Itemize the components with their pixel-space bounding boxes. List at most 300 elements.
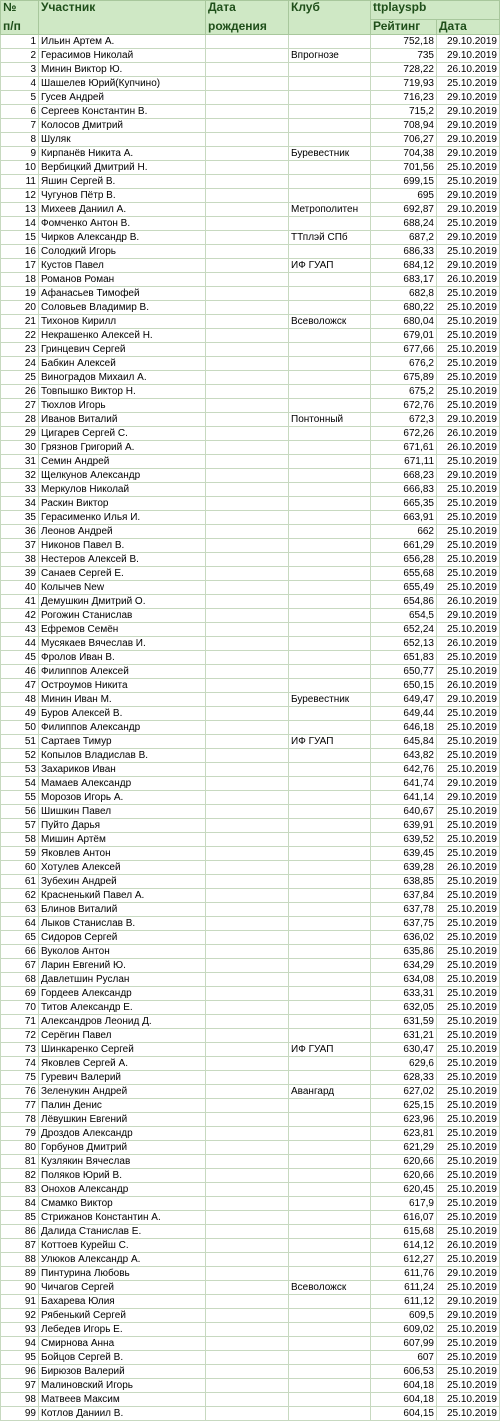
table-row — [1, 819, 500, 833]
table-row — [1, 525, 500, 539]
cell-rating: 639,52 — [371, 833, 437, 847]
table-row — [1, 609, 500, 623]
cell-date: 25.10.2019 — [437, 1169, 500, 1183]
table-row — [1, 1225, 500, 1239]
cell-rating: 645,84 — [371, 735, 437, 749]
cell-birth — [206, 1015, 289, 1029]
cell-club — [289, 469, 371, 483]
cell-rating: 665,35 — [371, 497, 437, 511]
table-row — [1, 1155, 500, 1169]
cell-birth — [206, 791, 289, 805]
table-row — [1, 399, 500, 413]
cell-rating: 604,15 — [371, 1407, 437, 1421]
cell-name: Зубехин Андрей — [39, 875, 206, 889]
cell-date: 29.10.2019 — [437, 791, 500, 805]
cell-name: Мусякаев Вячеслав И. — [39, 637, 206, 651]
cell-date: 29.10.2019 — [437, 469, 500, 483]
cell-num: 24 — [1, 357, 39, 371]
cell-date: 25.10.2019 — [437, 581, 500, 595]
header-date: Дата — [437, 20, 500, 35]
cell-rating: 651,83 — [371, 651, 437, 665]
cell-birth — [206, 567, 289, 581]
cell-date: 25.10.2019 — [437, 343, 500, 357]
cell-birth — [206, 595, 289, 609]
cell-birth — [206, 693, 289, 707]
cell-club — [289, 329, 371, 343]
table-row — [1, 791, 500, 805]
cell-num: 86 — [1, 1225, 39, 1239]
cell-birth — [206, 1253, 289, 1267]
table-row — [1, 833, 500, 847]
cell-num: 68 — [1, 973, 39, 987]
cell-name: Кузлякин Вячеслав — [39, 1155, 206, 1169]
cell-rating: 611,12 — [371, 1295, 437, 1309]
cell-birth — [206, 133, 289, 147]
table-row — [1, 1029, 500, 1043]
cell-name: Семин Андрей — [39, 455, 206, 469]
cell-club — [289, 217, 371, 231]
cell-club — [289, 497, 371, 511]
table-row — [1, 483, 500, 497]
cell-name: Никонов Павел В. — [39, 539, 206, 553]
cell-name: Сартаев Тимур — [39, 735, 206, 749]
cell-num: 93 — [1, 1323, 39, 1337]
cell-num: 28 — [1, 413, 39, 427]
cell-club — [289, 1197, 371, 1211]
cell-date: 25.10.2019 — [437, 875, 500, 889]
table-row — [1, 889, 500, 903]
cell-date: 25.10.2019 — [437, 1043, 500, 1057]
table-row — [1, 1365, 500, 1379]
cell-club — [289, 1365, 371, 1379]
cell-rating: 621,29 — [371, 1141, 437, 1155]
cell-birth — [206, 189, 289, 203]
cell-num: 64 — [1, 917, 39, 931]
cell-num: 4 — [1, 77, 39, 91]
cell-rating: 663,91 — [371, 511, 437, 525]
table-row — [1, 427, 500, 441]
cell-date: 29.10.2019 — [437, 413, 500, 427]
cell-num: 20 — [1, 301, 39, 315]
cell-birth — [206, 77, 289, 91]
cell-birth — [206, 259, 289, 273]
cell-birth — [206, 161, 289, 175]
cell-name: Сергеев Константин В. — [39, 105, 206, 119]
table-row — [1, 595, 500, 609]
cell-birth — [206, 1239, 289, 1253]
cell-name: Пуйто Дарья — [39, 819, 206, 833]
cell-num: 46 — [1, 665, 39, 679]
cell-name: Раскин Виктор — [39, 497, 206, 511]
cell-rating: 629,6 — [371, 1057, 437, 1071]
table-row — [1, 455, 500, 469]
cell-name: Минин Виктор Ю. — [39, 63, 206, 77]
cell-birth — [206, 1295, 289, 1309]
cell-date: 25.10.2019 — [437, 1057, 500, 1071]
cell-rating: 735 — [371, 49, 437, 63]
cell-date: 25.10.2019 — [437, 1155, 500, 1169]
table-row — [1, 133, 500, 147]
cell-club — [289, 931, 371, 945]
cell-num: 73 — [1, 1043, 39, 1057]
table-row — [1, 637, 500, 651]
table-row — [1, 161, 500, 175]
cell-name: Рябенький Сергей — [39, 1309, 206, 1323]
cell-rating: 640,67 — [371, 805, 437, 819]
cell-num: 89 — [1, 1267, 39, 1281]
table-row — [1, 1001, 500, 1015]
cell-club: ИФ ГУАП — [289, 259, 371, 273]
cell-name: Меркулов Николай — [39, 483, 206, 497]
cell-rating: 614,12 — [371, 1239, 437, 1253]
table-row — [1, 1015, 500, 1029]
cell-birth — [206, 273, 289, 287]
cell-name: Афанасьев Тимофей — [39, 287, 206, 301]
cell-num: 41 — [1, 595, 39, 609]
cell-club — [289, 595, 371, 609]
cell-birth — [206, 35, 289, 49]
cell-date: 25.10.2019 — [437, 1393, 500, 1407]
cell-birth — [206, 721, 289, 735]
cell-name: Палин Денис — [39, 1099, 206, 1113]
cell-name: Красненький Павел А. — [39, 889, 206, 903]
cell-club — [289, 77, 371, 91]
table-row — [1, 259, 500, 273]
cell-date: 29.10.2019 — [437, 133, 500, 147]
cell-num: 29 — [1, 427, 39, 441]
cell-club — [289, 567, 371, 581]
table-row — [1, 1085, 500, 1099]
cell-name: Зеленукин Андрей — [39, 1085, 206, 1099]
cell-date: 25.10.2019 — [437, 1351, 500, 1365]
cell-num: 87 — [1, 1239, 39, 1253]
cell-date: 25.10.2019 — [437, 1379, 500, 1393]
cell-name: Фролов Иван В. — [39, 651, 206, 665]
cell-date: 29.10.2019 — [437, 119, 500, 133]
cell-date: 29.10.2019 — [437, 231, 500, 245]
cell-birth — [206, 315, 289, 329]
cell-club — [289, 1169, 371, 1183]
table-row — [1, 735, 500, 749]
cell-club — [289, 133, 371, 147]
cell-num: 91 — [1, 1295, 39, 1309]
cell-date: 25.10.2019 — [437, 385, 500, 399]
cell-date: 29.10.2019 — [437, 147, 500, 161]
cell-date: 25.10.2019 — [437, 1281, 500, 1295]
cell-date: 25.10.2019 — [437, 1141, 500, 1155]
cell-rating: 655,68 — [371, 567, 437, 581]
cell-name: Михеев Даниил А. — [39, 203, 206, 217]
cell-club — [289, 35, 371, 49]
cell-date: 25.10.2019 — [437, 497, 500, 511]
table-row — [1, 469, 500, 483]
cell-club — [289, 1295, 371, 1309]
cell-birth — [206, 49, 289, 63]
cell-club: ИФ ГУАП — [289, 735, 371, 749]
cell-birth — [206, 917, 289, 931]
cell-num: 70 — [1, 1001, 39, 1015]
table-row — [1, 1127, 500, 1141]
cell-club: ИФ ГУАП — [289, 1043, 371, 1057]
cell-date: 26.10.2019 — [437, 861, 500, 875]
cell-num: 76 — [1, 1085, 39, 1099]
cell-rating: 728,22 — [371, 63, 437, 77]
cell-date: 29.10.2019 — [437, 1295, 500, 1309]
cell-birth — [206, 483, 289, 497]
cell-date: 25.10.2019 — [437, 973, 500, 987]
cell-rating: 662 — [371, 525, 437, 539]
cell-num: 71 — [1, 1015, 39, 1029]
cell-rating: 654,5 — [371, 609, 437, 623]
cell-date: 25.10.2019 — [437, 749, 500, 763]
cell-name: Иванов Виталий — [39, 413, 206, 427]
cell-birth — [206, 1323, 289, 1337]
cell-date: 25.10.2019 — [437, 833, 500, 847]
cell-name: Малиновский Игорь — [39, 1379, 206, 1393]
cell-num: 44 — [1, 637, 39, 651]
cell-num: 92 — [1, 1309, 39, 1323]
cell-name: Ларин Евгений Ю. — [39, 959, 206, 973]
cell-num: 30 — [1, 441, 39, 455]
table-row — [1, 1169, 500, 1183]
cell-num: 88 — [1, 1253, 39, 1267]
cell-birth — [206, 343, 289, 357]
table-row — [1, 777, 500, 791]
cell-birth — [206, 105, 289, 119]
table-row — [1, 1141, 500, 1155]
table-row — [1, 987, 500, 1001]
cell-date: 29.10.2019 — [437, 777, 500, 791]
cell-num: 16 — [1, 245, 39, 259]
cell-date: 25.10.2019 — [437, 1113, 500, 1127]
cell-rating: 643,82 — [371, 749, 437, 763]
cell-num: 60 — [1, 861, 39, 875]
cell-name: Котлов Даниил В. — [39, 1407, 206, 1421]
cell-club — [289, 357, 371, 371]
cell-rating: 639,91 — [371, 819, 437, 833]
cell-club — [289, 1141, 371, 1155]
cell-name: Улюков Александр А. — [39, 1253, 206, 1267]
cell-birth — [206, 441, 289, 455]
table-row — [1, 1267, 500, 1281]
cell-birth — [206, 1267, 289, 1281]
cell-club — [289, 903, 371, 917]
cell-name: Вербицкий Дмитрий Н. — [39, 161, 206, 175]
cell-rating: 639,28 — [371, 861, 437, 875]
cell-num: 40 — [1, 581, 39, 595]
cell-birth — [206, 1001, 289, 1015]
cell-club — [289, 679, 371, 693]
cell-birth — [206, 1309, 289, 1323]
table-row — [1, 357, 500, 371]
cell-rating: 683,17 — [371, 273, 437, 287]
cell-birth — [206, 553, 289, 567]
cell-name: Товпышко Виктор Н. — [39, 385, 206, 399]
cell-rating: 604,18 — [371, 1379, 437, 1393]
cell-num: 66 — [1, 945, 39, 959]
cell-birth — [206, 623, 289, 637]
table-row — [1, 749, 500, 763]
table-row — [1, 665, 500, 679]
cell-club — [289, 371, 371, 385]
cell-num: 97 — [1, 1379, 39, 1393]
cell-club — [289, 805, 371, 819]
cell-rating: 641,74 — [371, 777, 437, 791]
cell-num: 65 — [1, 931, 39, 945]
cell-num: 42 — [1, 609, 39, 623]
cell-club: Авангард — [289, 1085, 371, 1099]
cell-num: 10 — [1, 161, 39, 175]
cell-birth — [206, 861, 289, 875]
cell-name: Хотулев Алексей — [39, 861, 206, 875]
cell-name: Остроумов Никита — [39, 679, 206, 693]
cell-birth — [206, 749, 289, 763]
cell-num: 61 — [1, 875, 39, 889]
cell-name: Бахарева Юлия — [39, 1295, 206, 1309]
table-row — [1, 217, 500, 231]
cell-num: 81 — [1, 1155, 39, 1169]
table-row — [1, 861, 500, 875]
cell-club — [289, 987, 371, 1001]
cell-name: Герасимов Николай — [39, 49, 206, 63]
cell-rating: 699,15 — [371, 175, 437, 189]
cell-num: 13 — [1, 203, 39, 217]
cell-birth — [206, 1029, 289, 1043]
cell-date: 25.10.2019 — [437, 819, 500, 833]
cell-club — [289, 1267, 371, 1281]
table-row — [1, 35, 500, 49]
cell-birth — [206, 287, 289, 301]
cell-name: Колосов Дмитрий — [39, 119, 206, 133]
cell-rating: 623,96 — [371, 1113, 437, 1127]
table-row — [1, 1407, 500, 1421]
table-row — [1, 147, 500, 161]
cell-rating: 668,23 — [371, 469, 437, 483]
cell-num: 63 — [1, 903, 39, 917]
cell-birth — [206, 525, 289, 539]
cell-date: 25.10.2019 — [437, 1015, 500, 1029]
cell-name: Грязнов Григорий А. — [39, 441, 206, 455]
cell-date: 25.10.2019 — [437, 763, 500, 777]
cell-club — [289, 763, 371, 777]
cell-birth — [206, 147, 289, 161]
cell-club: Буревестник — [289, 693, 371, 707]
cell-name: Рогожин Станислав — [39, 609, 206, 623]
cell-name: Смирнова Анна — [39, 1337, 206, 1351]
table-row — [1, 105, 500, 119]
table-row — [1, 77, 500, 91]
cell-birth — [206, 329, 289, 343]
cell-birth — [206, 1155, 289, 1169]
cell-club — [289, 609, 371, 623]
cell-date: 26.10.2019 — [437, 679, 500, 693]
cell-date: 25.10.2019 — [437, 1099, 500, 1113]
cell-name: Поляков Юрий В. — [39, 1169, 206, 1183]
cell-birth — [206, 959, 289, 973]
cell-num: 54 — [1, 777, 39, 791]
cell-num: 95 — [1, 1351, 39, 1365]
cell-birth — [206, 399, 289, 413]
cell-rating: 616,07 — [371, 1211, 437, 1225]
cell-club — [289, 1127, 371, 1141]
cell-name: Гусев Андрей — [39, 91, 206, 105]
cell-club — [289, 553, 371, 567]
table-row — [1, 1113, 500, 1127]
table-row — [1, 567, 500, 581]
cell-num: 12 — [1, 189, 39, 203]
table-row — [1, 1099, 500, 1113]
cell-name: Бойцов Сергей В. — [39, 1351, 206, 1365]
table-row — [1, 119, 500, 133]
cell-birth — [206, 203, 289, 217]
cell-rating: 687,2 — [371, 231, 437, 245]
cell-date: 25.10.2019 — [437, 1323, 500, 1337]
cell-date: 25.10.2019 — [437, 525, 500, 539]
cell-club — [289, 917, 371, 931]
cell-birth — [206, 1141, 289, 1155]
cell-club — [289, 651, 371, 665]
cell-club — [289, 833, 371, 847]
cell-club — [289, 973, 371, 987]
cell-rating: 656,28 — [371, 553, 437, 567]
cell-birth — [206, 1365, 289, 1379]
cell-name: Цигарев Сергей С. — [39, 427, 206, 441]
header-birth-sub: рождения — [206, 20, 289, 35]
cell-birth — [206, 1393, 289, 1407]
cell-date: 25.10.2019 — [437, 889, 500, 903]
table-row — [1, 959, 500, 973]
cell-date: 25.10.2019 — [437, 539, 500, 553]
cell-rating: 611,24 — [371, 1281, 437, 1295]
cell-club — [289, 1393, 371, 1407]
cell-birth — [206, 385, 289, 399]
header-birth: Дата — [206, 1, 289, 20]
cell-club — [289, 511, 371, 525]
cell-club — [289, 287, 371, 301]
cell-date: 29.10.2019 — [437, 49, 500, 63]
table-row — [1, 917, 500, 931]
cell-rating: 628,33 — [371, 1071, 437, 1085]
cell-club — [289, 1155, 371, 1169]
cell-club — [289, 749, 371, 763]
cell-club — [289, 525, 371, 539]
cell-club — [289, 861, 371, 875]
table-row — [1, 693, 500, 707]
cell-rating: 708,94 — [371, 119, 437, 133]
cell-club — [289, 119, 371, 133]
cell-name: Коттоев Курейш С. — [39, 1239, 206, 1253]
cell-date: 25.10.2019 — [437, 847, 500, 861]
table-row — [1, 707, 500, 721]
cell-date: 25.10.2019 — [437, 161, 500, 175]
cell-name: Шашелев Юрий(Купчино) — [39, 77, 206, 91]
cell-date: 25.10.2019 — [437, 371, 500, 385]
cell-num: 90 — [1, 1281, 39, 1295]
cell-num: 27 — [1, 399, 39, 413]
cell-num: 18 — [1, 273, 39, 287]
cell-club — [289, 175, 371, 189]
cell-name: Лебедев Игорь Е. — [39, 1323, 206, 1337]
cell-date: 29.10.2019 — [437, 203, 500, 217]
table-row — [1, 1323, 500, 1337]
cell-date: 25.10.2019 — [437, 987, 500, 1001]
cell-name: Некрашенко Алексей Н. — [39, 329, 206, 343]
cell-rating: 639,45 — [371, 847, 437, 861]
table-row — [1, 1309, 500, 1323]
cell-rating: 679,01 — [371, 329, 437, 343]
table-row — [1, 49, 500, 63]
cell-birth — [206, 1211, 289, 1225]
